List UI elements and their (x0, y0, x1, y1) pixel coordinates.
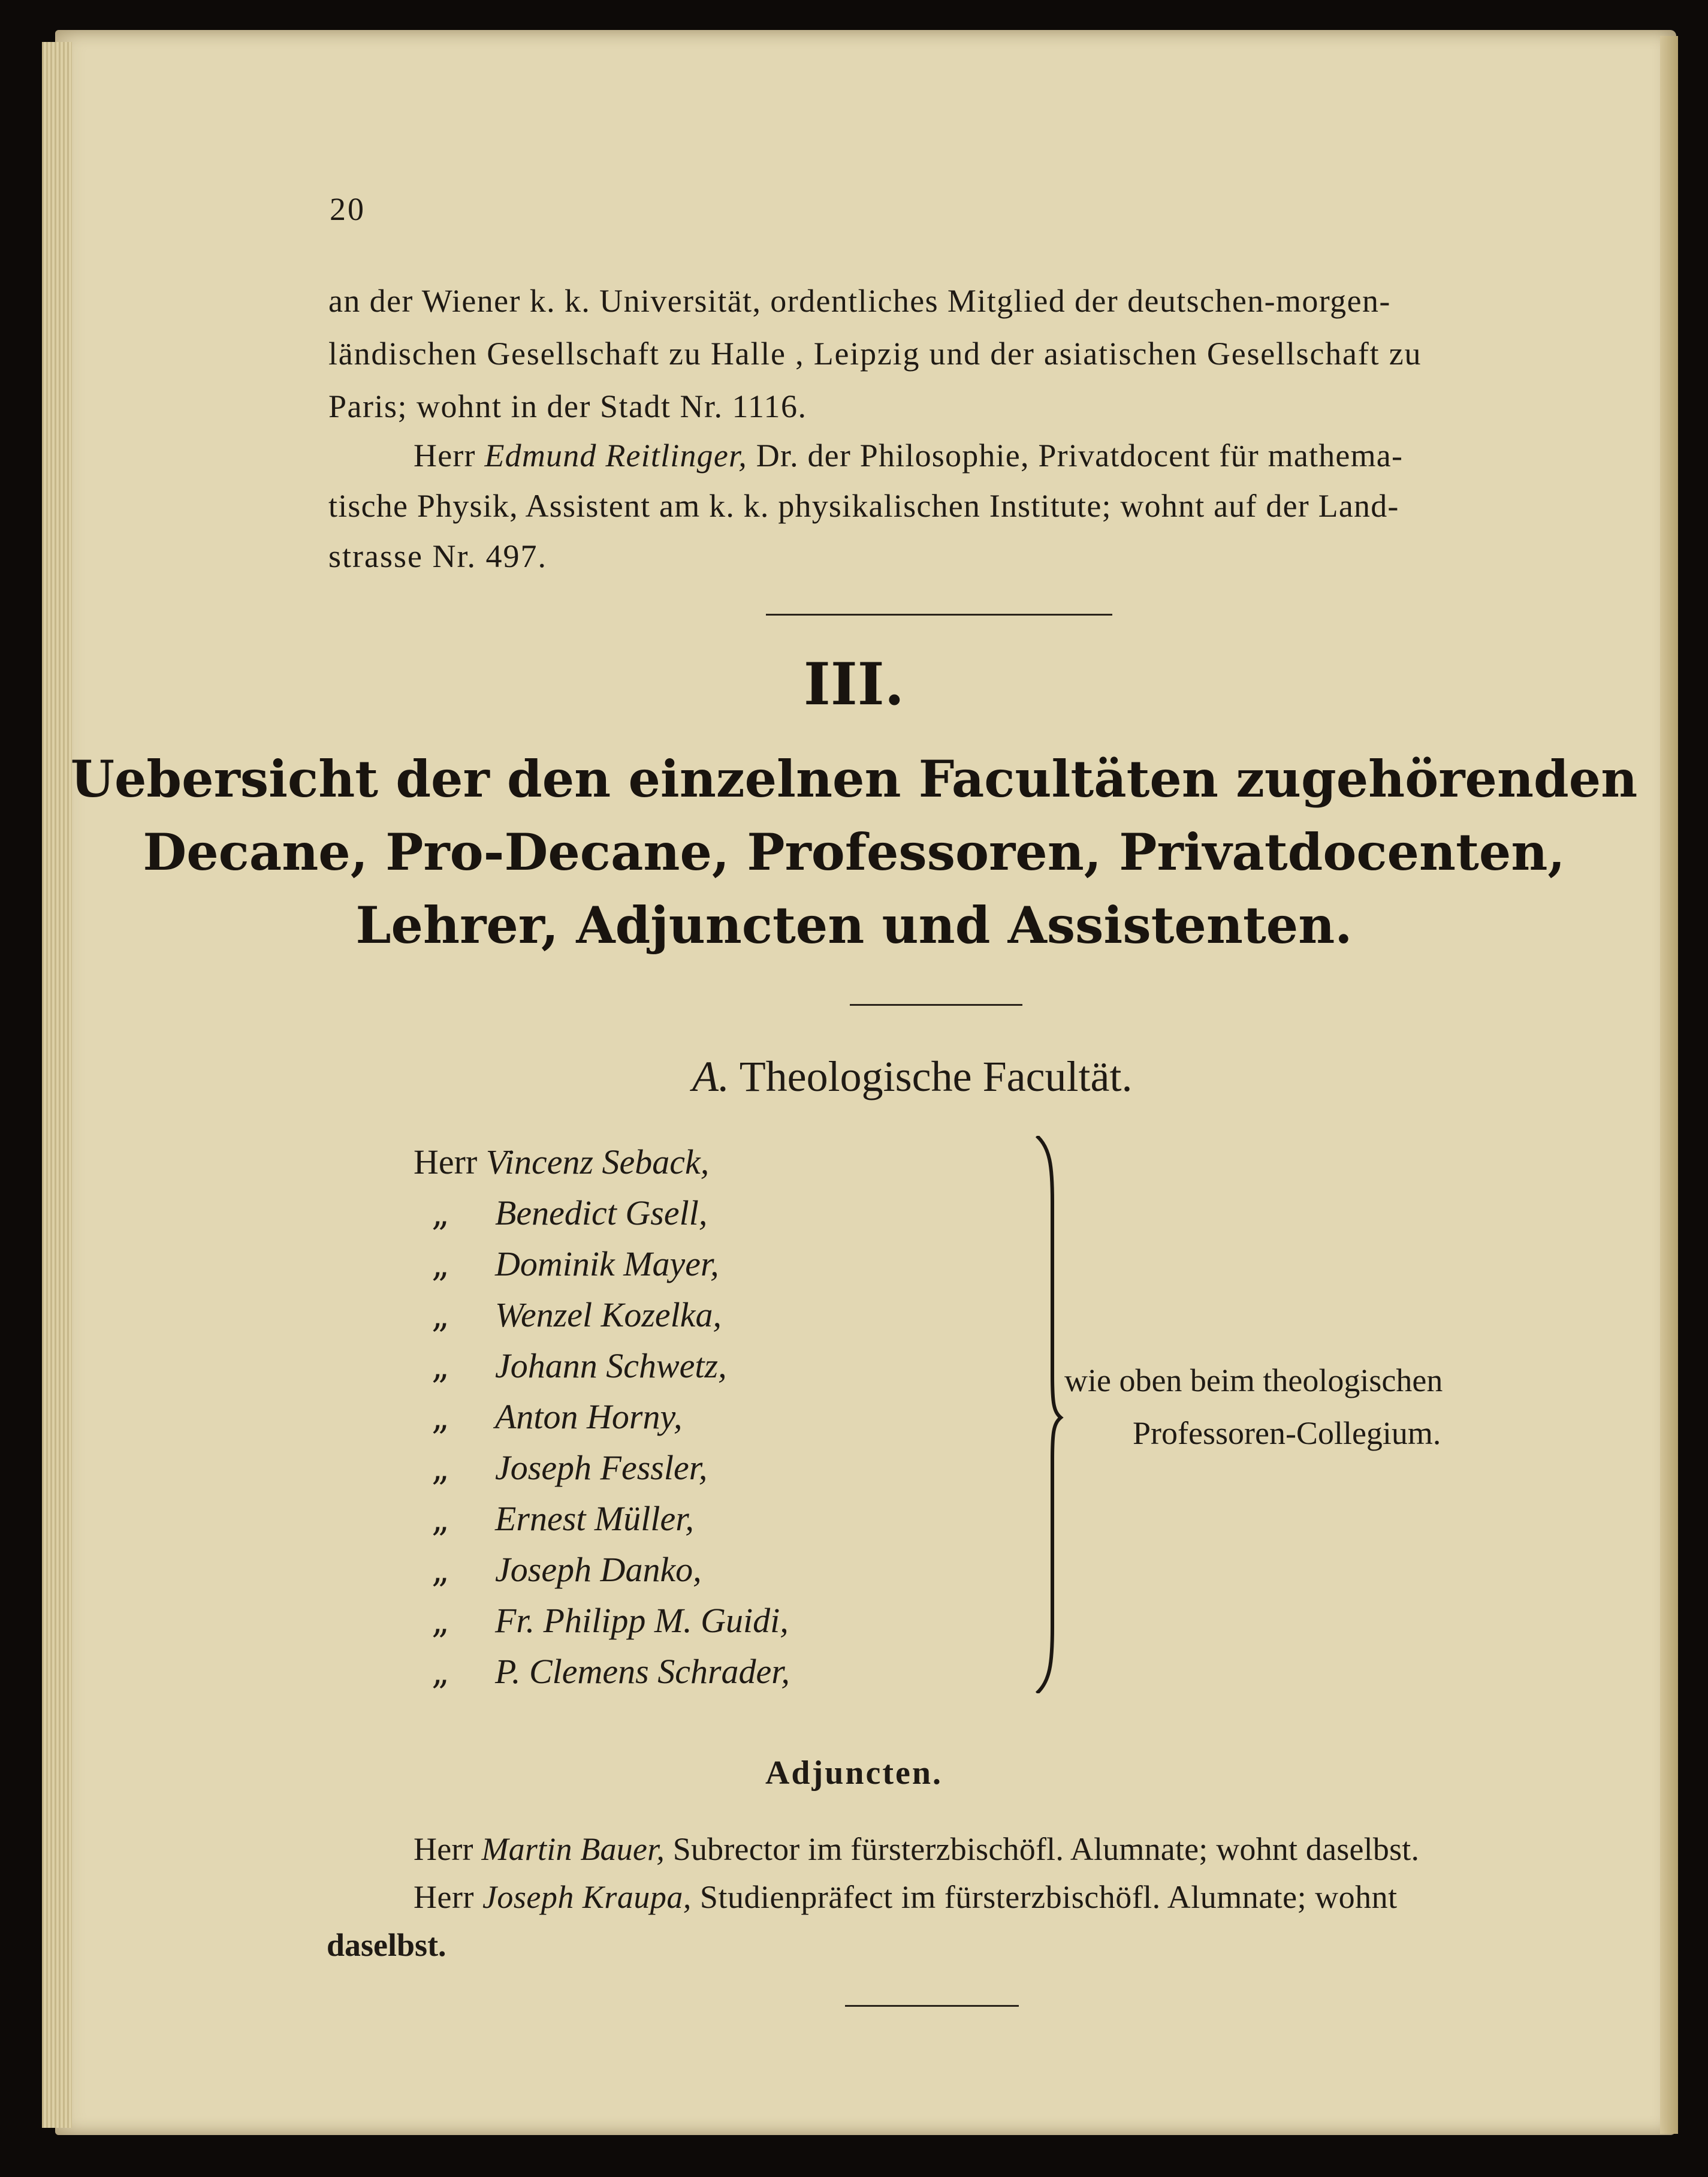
adjuncten-heading: Adjuncten. (765, 1754, 943, 1792)
person-details: Subrector im fürsterzbischöfl. Alumnate; wohnt daselbst. (672, 1831, 1420, 1867)
member-name: Joseph Danko, (495, 1550, 702, 1589)
member-name: P. Clemens Schrader, (495, 1652, 790, 1691)
page-number: 20 (330, 191, 366, 227)
member-name: Anton Horny, (495, 1397, 683, 1436)
reitlinger-line-3: strasse Nr. 497. (328, 538, 547, 574)
divider-rule (850, 1004, 1022, 1006)
member-name: Dominik Mayer, (495, 1244, 719, 1283)
faculty-name: Theologische Facultät. (739, 1053, 1133, 1100)
faculty-heading (692, 1052, 1133, 1102)
divider-rule (845, 2005, 1019, 2007)
reitlinger-line-2: tische Physik, Assistent am k. k. physikalischen Institute; wohnt auf der Land- (328, 488, 1399, 524)
ditto-mark: „ (431, 1346, 450, 1386)
herr-prefix: Herr (414, 1879, 474, 1915)
section-number: III. (803, 650, 905, 718)
member-name: Johann Schwetz, (495, 1346, 727, 1385)
member-name: Vincenz Seback, (485, 1142, 710, 1181)
member-name: Joseph Fessler, (495, 1448, 708, 1487)
page-gutter-edge (1660, 36, 1678, 2134)
ditto-mark: „ (431, 1295, 450, 1335)
ditto-mark: „ (431, 1600, 450, 1641)
ditto-mark: „ (431, 1448, 450, 1488)
ditto-mark: „ (431, 1651, 450, 1692)
intro-line-3: Paris; wohnt in der Stadt Nr. 1116. (328, 388, 807, 424)
members-note-line-2: Professoren-Collegium. (1133, 1415, 1441, 1451)
ditto-mark: „ (431, 1397, 450, 1437)
intro-line-2: ländischen Gesellschaft zu Halle , Leipzig und der asiatischen Gesellschaft zu (328, 336, 1422, 372)
members-note-line-1: wie oben beim theologischen (1064, 1362, 1443, 1398)
ditto-mark: „ (431, 1193, 450, 1234)
herr-prefix: Herr (414, 1142, 478, 1181)
member-name: Wenzel Kozelka, (495, 1295, 722, 1334)
page-edges (42, 42, 72, 2128)
section-title-line-3: Lehrer, Adjuncten und Assistenten. (355, 895, 1353, 955)
divider-rule (766, 614, 1112, 616)
adjunct-entry (414, 1873, 1398, 1921)
person-name: Martin Bauer, (481, 1831, 665, 1867)
intro-line-1: an der Wiener k. k. Universität, ordentliches Mitglied der deutschen-morgen- (328, 283, 1391, 319)
person-details: Dr. der Philosophie, Privatdocent für mathema- (756, 438, 1404, 474)
person-details: Studienpräfect im fürsterzbischöfl. Alumnate; wohnt (699, 1879, 1398, 1915)
section-title-line-1: Uebersicht der den einzelnen Facultäten zugehörenden (70, 749, 1638, 809)
member-name: Fr. Philipp M. Guidi, (495, 1601, 789, 1640)
person-name: Joseph Kraupa, (482, 1879, 692, 1915)
ditto-mark: „ (431, 1244, 450, 1285)
person-name: Edmund Reitlinger, (484, 438, 747, 474)
herr-prefix: Herr (414, 1831, 473, 1867)
reitlinger-line-1 (414, 432, 1403, 480)
adjunct-entry (414, 1825, 1419, 1873)
ditto-mark: „ (431, 1498, 450, 1539)
ditto-mark: „ (431, 1549, 450, 1590)
section-title-line-2: Decane, Pro-Decane, Professoren, Privatdocenten, (143, 822, 1565, 882)
faculty-letter: A. (692, 1053, 729, 1100)
adjunct-entry-continuation: daselbst. (327, 1927, 446, 1963)
list-item (414, 1142, 709, 1182)
herr-prefix: Herr (414, 438, 476, 474)
member-name: Benedict Gsell, (495, 1193, 708, 1232)
member-name: Ernest Müller, (495, 1499, 694, 1538)
curly-brace (1019, 1136, 1079, 1693)
